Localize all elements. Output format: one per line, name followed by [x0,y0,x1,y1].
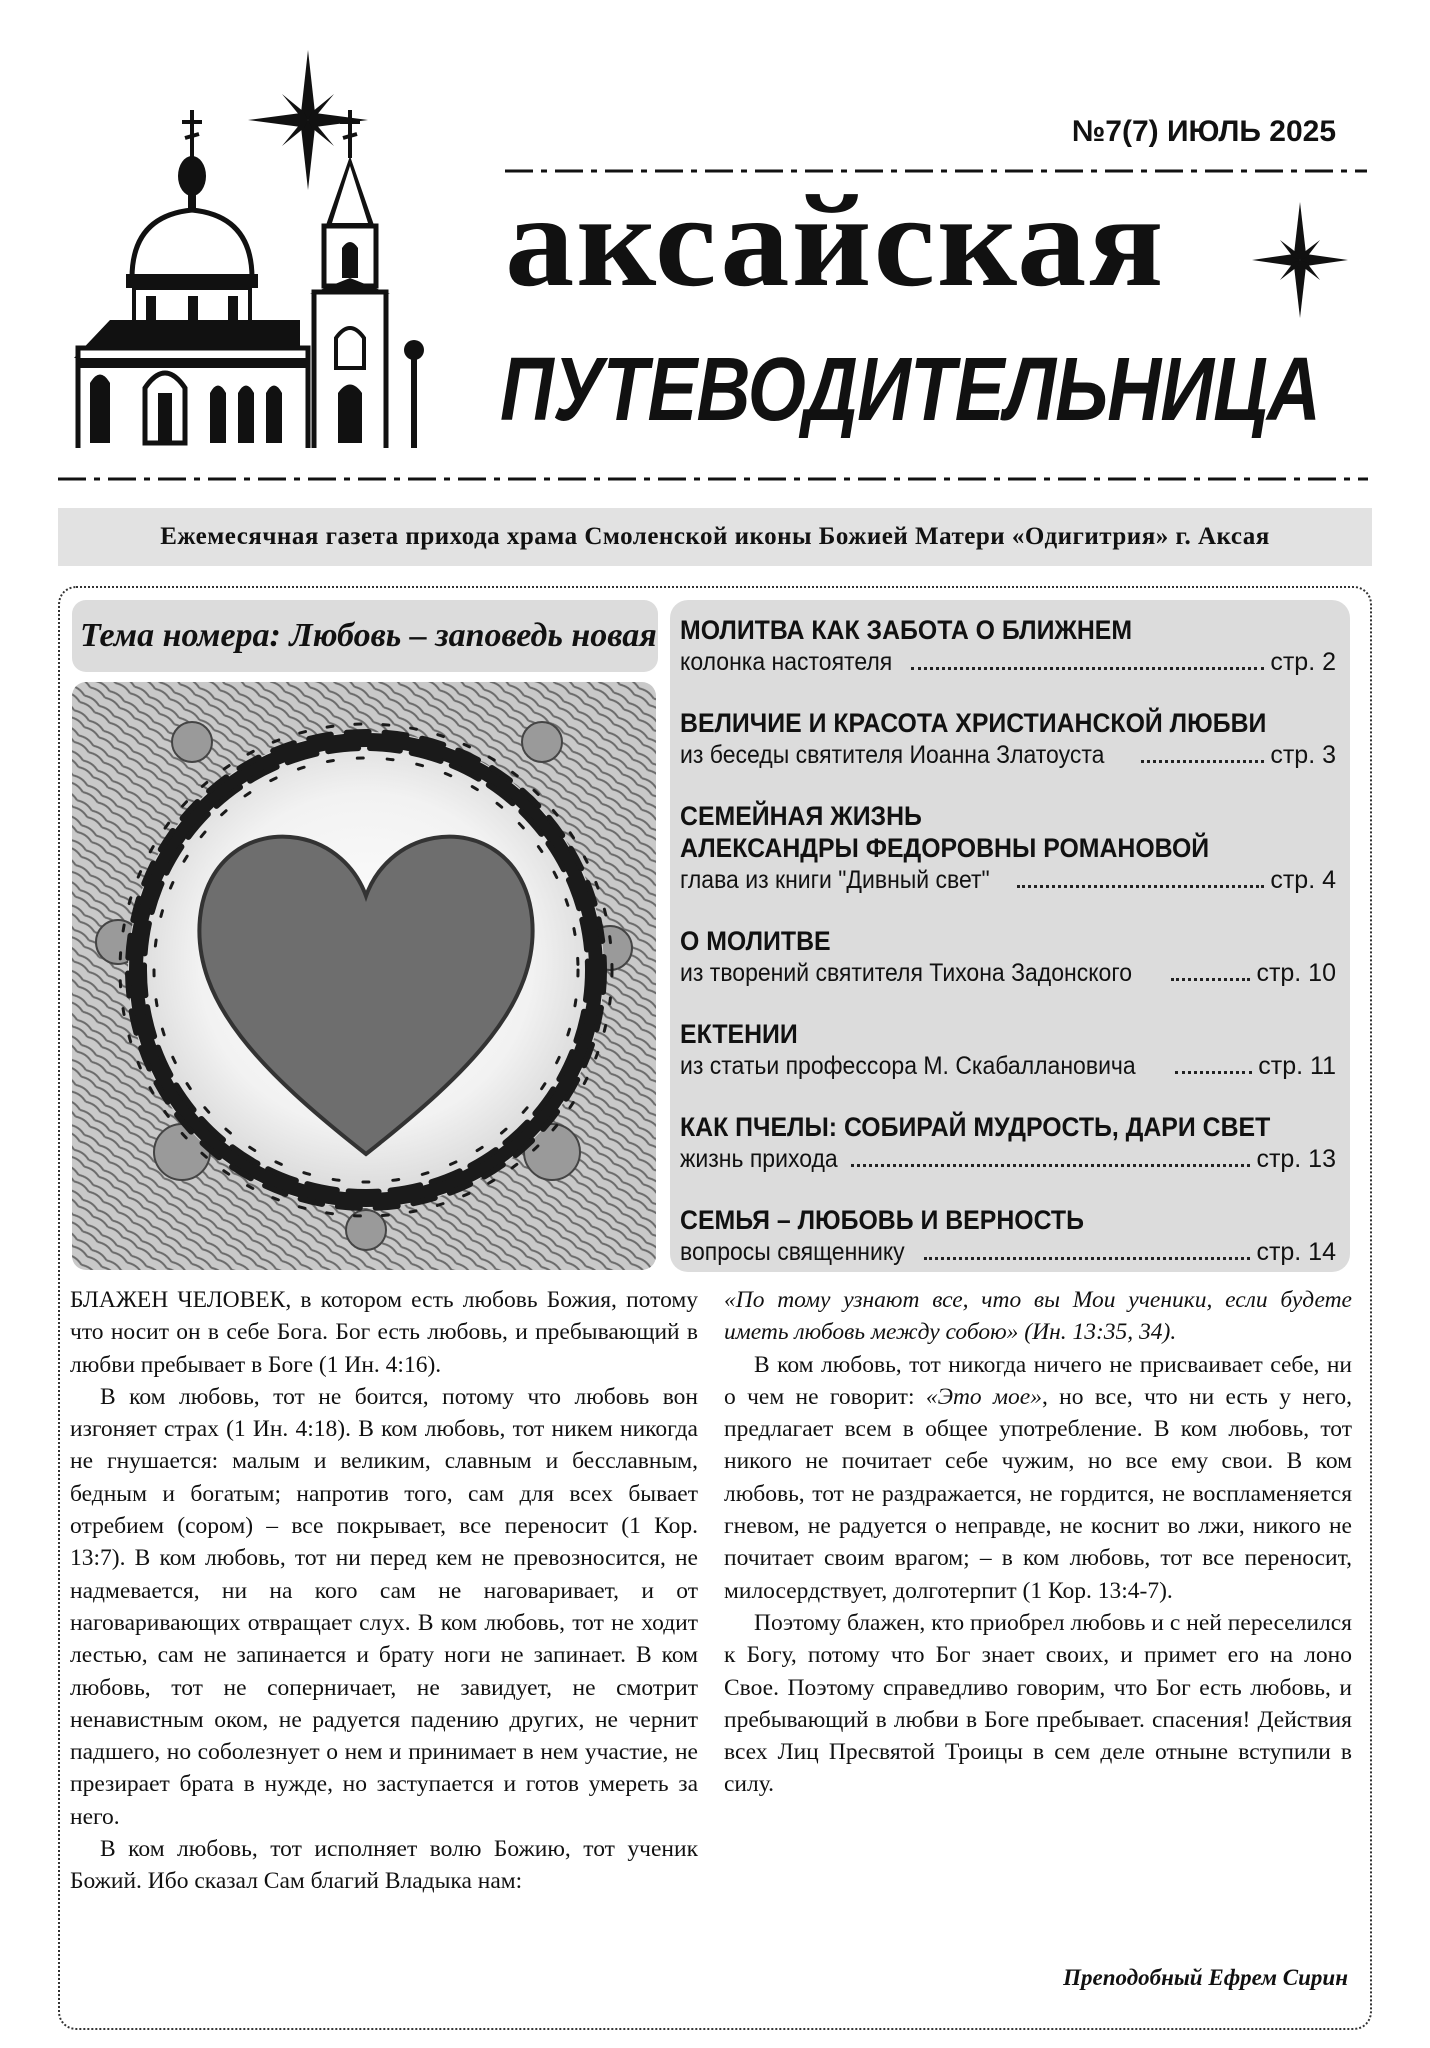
toc-page: стр. 3 [1270,741,1336,769]
toc-page: стр. 2 [1270,648,1336,676]
toc-item[interactable] [680,925,1336,989]
toc-leader [1171,978,1250,981]
toc-heading: ЕКТЕНИИ [680,1019,798,1049]
text-run: , но все, что ни есть у него, предлагает всем в общее употребление. В ком любовь, тот никого не почитает себе чужим, но все ему свои. В ком любовь, тот не раздражается, не гордится, не воспламеняется гневом, не радуется о неправде, не коснит во лжи, никого не почитает своим врагом; – в ком любовь, тот все переносит, милосердствует, долготерпит (1 Кор. 13:4-7). [724,1383,1352,1604]
toc-leader [924,1257,1250,1260]
toc-item[interactable] [680,614,1336,678]
scripture-quote: «По тому узнают все, что вы Мои ученики, если будете иметь любовь между собою» (Ин. 13:35, 34). [724,1287,1352,1346]
theme-label: Тема номера: Любовь – заповедь новая [80,617,657,654]
toc-subtitle: жизнь прихода [680,1145,838,1173]
toc-subtitle: из статьи профессора М. Скабаллановича [680,1052,1136,1080]
toc-page: стр. 14 [1256,1238,1336,1266]
article-paragraph: В ком любовь, тот исполняет волю Божию, тот ученик Божий. Ибо сказал Сам благий Владыка нам: [70,1836,698,1895]
toc-leader [851,1164,1250,1167]
article-paragraph: БЛАЖЕН ЧЕЛОВЕК, в котором есть любовь Божия, потому что носит он в себе Бога. Бог есть любовь, и пребывающий в любви пребывает в Боге (1 Ин. 4:16). [70,1287,698,1378]
toc-subtitle: из творений святителя Тихона Задонского [680,959,1132,987]
toc-heading: МОЛИТВА КАК ЗАБОТА О БЛИЖНЕМ [680,615,1133,645]
toc-item[interactable] [680,800,1336,896]
toc-heading: КАК ПЧЕЛЫ: СОБИРАЙ МУДРОСТЬ, ДАРИ СВЕТ [680,1112,1271,1142]
article-paragraph: В ком любовь, тот не боится, потому что любовь вон изгоняет страх (1 Ин. 4:18). В ком любовь, тот никем никогда не гнушается: малым и великим, славным и бесславным, бедным и богатым; напротив того, сам для всех бывает отребием (сором) – все покрывает, все переносит (1 Кор. 13:7). В ком любовь, тот ни перед кем не превозносится, не надмевается, ни на кого сам не наговаривает, и от наговаривающих отвращает слух. В ком любовь, тот не ходит лестью, сам не запинается и брату ноги не запинает. В ком любовь, тот не соперничает, не завидует, не смотрит ненавистным оком, не радуется падению других, не чернит падшего, но соболезнует о нем и принимает в нем участие, не презирает брата в нужде, но заступается и готов умереть за него. [70,1383,698,1830]
toc-page: стр. 13 [1256,1145,1336,1173]
toc-item[interactable] [680,1111,1336,1175]
quoted-phrase: «Это мое» [925,1383,1042,1410]
toc-subtitle: вопросы священнику [680,1238,905,1266]
author-signature: Преподобный Ефрем Сирин [1063,1965,1348,1990]
toc-leader [1175,1071,1252,1074]
toc-heading: СЕМЕЙНАЯ ЖИЗНЬ [680,801,922,831]
toc-subtitle: колонка настоятеля [680,648,893,676]
toc-heading-line-2: АЛЕКСАНДРЫ ФЕДОРОВНЫ РОМАНОВОЙ [680,833,1210,863]
toc-item[interactable] [680,707,1336,771]
ornamental-rule-bottom [58,474,1368,484]
table-of-contents [670,600,1350,1272]
toc-leader [1017,885,1265,888]
cover-illustration [72,682,656,1270]
toc-leader [911,667,1265,670]
church-illustration [70,48,500,448]
article-paragraph: Поэтому блажен, кто приобрел любовь и с ней переселился к Богу, потому что Бог знает своих, и примет его на лоно Свое. Поэтому справедливо говорим, что Бог есть любовь, и пребывающий в любви в Боге пребывает. спасения! Действия всех Лиц Пресвятой Троицы в сем деле отныне вступили в силу. [724,1609,1352,1798]
article-column-left [70,1284,698,1974]
subtitle-text: Ежемесячная газета прихода храма Смоленской иконы Божией Матери «Одигитрия» г. Аксая [160,523,1270,550]
toc-subtitle: из беседы святителя Иоанна Златоуста [680,741,1105,769]
text-run: В ком любовь, тот никогда ничего не присваивает себе, ни о чем не говорит: [724,1351,1352,1410]
article-paragraph [724,1349,1352,1607]
toc-page: стр. 4 [1270,866,1336,894]
issue-number: №7(7) ИЮЛЬ 2025 [1071,115,1336,148]
toc-page: стр. 10 [1256,959,1336,987]
toc-item[interactable] [680,1018,1336,1082]
toc-heading: СЕМЬЯ – ЛЮБОВЬ И ВЕРНОСТЬ [680,1205,1084,1235]
theme-banner [72,600,658,672]
article-column-right [724,1284,1352,1924]
title-line-2: ПУТЕВОДИТЕЛЬНИЦА [500,340,1321,440]
toc-item[interactable] [680,1204,1336,1268]
toc-heading: О МОЛИТВЕ [680,926,831,956]
toc-heading: ВЕЛИЧИЕ И КРАСОТА ХРИСТИАНСКОЙ ЛЮБВИ [680,708,1267,738]
subtitle-band [58,508,1372,566]
title-line-1: аксайская [505,167,1166,314]
star-icon [1250,200,1350,320]
toc-leader [1141,760,1264,763]
toc-page: стр. 11 [1258,1052,1336,1080]
toc-subtitle: глава из книги "Дивный свет" [680,866,990,894]
